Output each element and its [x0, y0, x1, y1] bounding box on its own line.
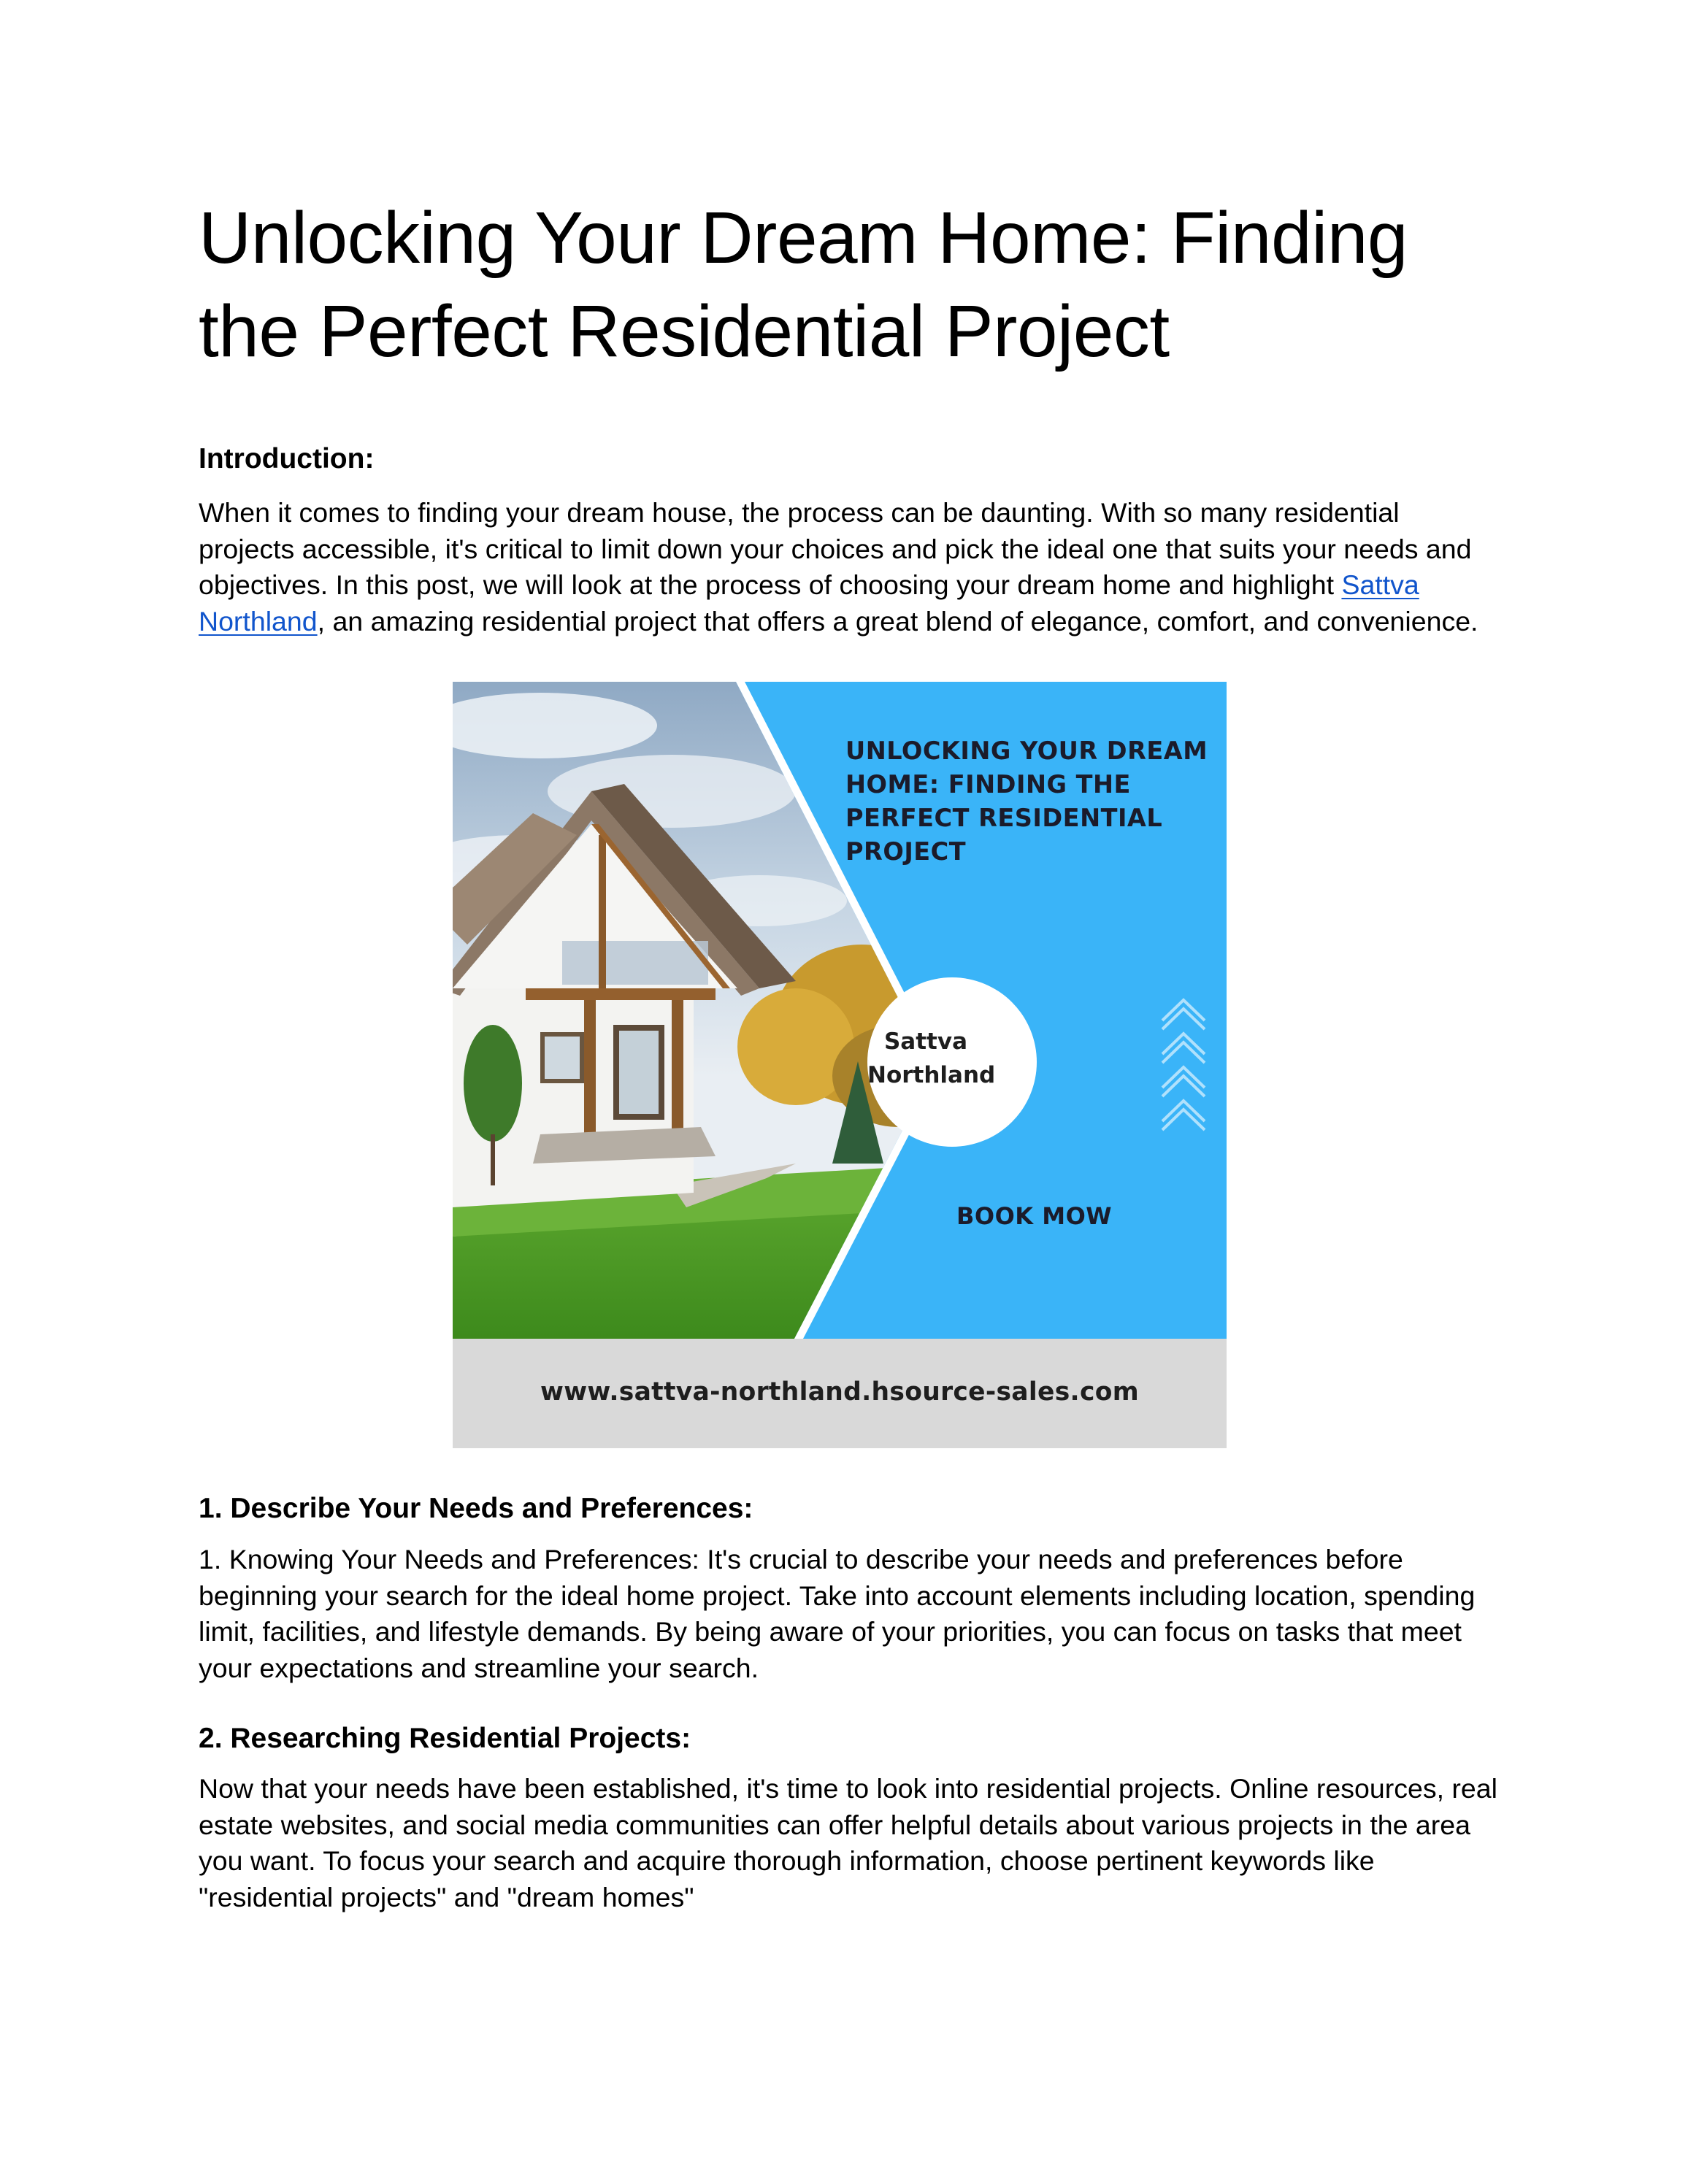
- sattva-northland-link[interactable]: Sattva Northland: [199, 569, 1419, 637]
- introduction-text-start: When it comes to finding your dream house, the process can be daunting. With so many residential projects accessible, it's critical to limit down your choices and pick the ideal one that suits your needs and objectives. In this post, we will look at the process of choosing your dream home and highlight: [199, 497, 1472, 600]
- banner-circle-label: Sattva Northland: [867, 1028, 996, 1088]
- section-2-paragraph: Now that your needs have been established, it's time to look into residential projects. Online resources, real estate websites, and social media communities can offer helpful details about various projects in the area you want. To focus your search and acquire thorough information, choose pertinent keywords like "residential projects" and "dream homes": [199, 1773, 1497, 1912]
- introduction-paragraph: [199, 495, 1498, 639]
- chevron-up-icon: [1158, 991, 1209, 1137]
- section-2-heading: 2. Researching Residential Projects:: [199, 1723, 691, 1754]
- introduction-text-end: , an amazing residential project that offers a great blend of elegance, comfort, and convenience.: [317, 605, 1478, 637]
- section-1-heading: 1. Describe Your Needs and Preferences:: [199, 1493, 753, 1524]
- section-1-paragraph: 1. Knowing Your Needs and Preferences: It's crucial to describe your needs and preferences before beginning your search for the ideal home project. Take into account elements including location, spending limit, facilities, and lifestyle demands. By being aware of your priorities, you can focus on tasks that meet your expectations and streamline your search.: [199, 1544, 1476, 1683]
- introduction-heading: Introduction:: [199, 443, 375, 474]
- banner-image: [453, 682, 1227, 1448]
- banner-url-bar: [453, 1339, 1227, 1448]
- banner-url-text: www.sattva-northland.hsource-sales.com: [540, 1377, 1139, 1407]
- book-now-label: BOOK MOW: [956, 1202, 1113, 1230]
- banner-title: UNLOCKING YOUR DREAM HOME: FINDING THE PERFECT RESIDENTIAL PROJECT: [845, 737, 1208, 866]
- page-title: Unlocking Your Dream Home: Finding the Perfect Residential Project: [199, 197, 1408, 372]
